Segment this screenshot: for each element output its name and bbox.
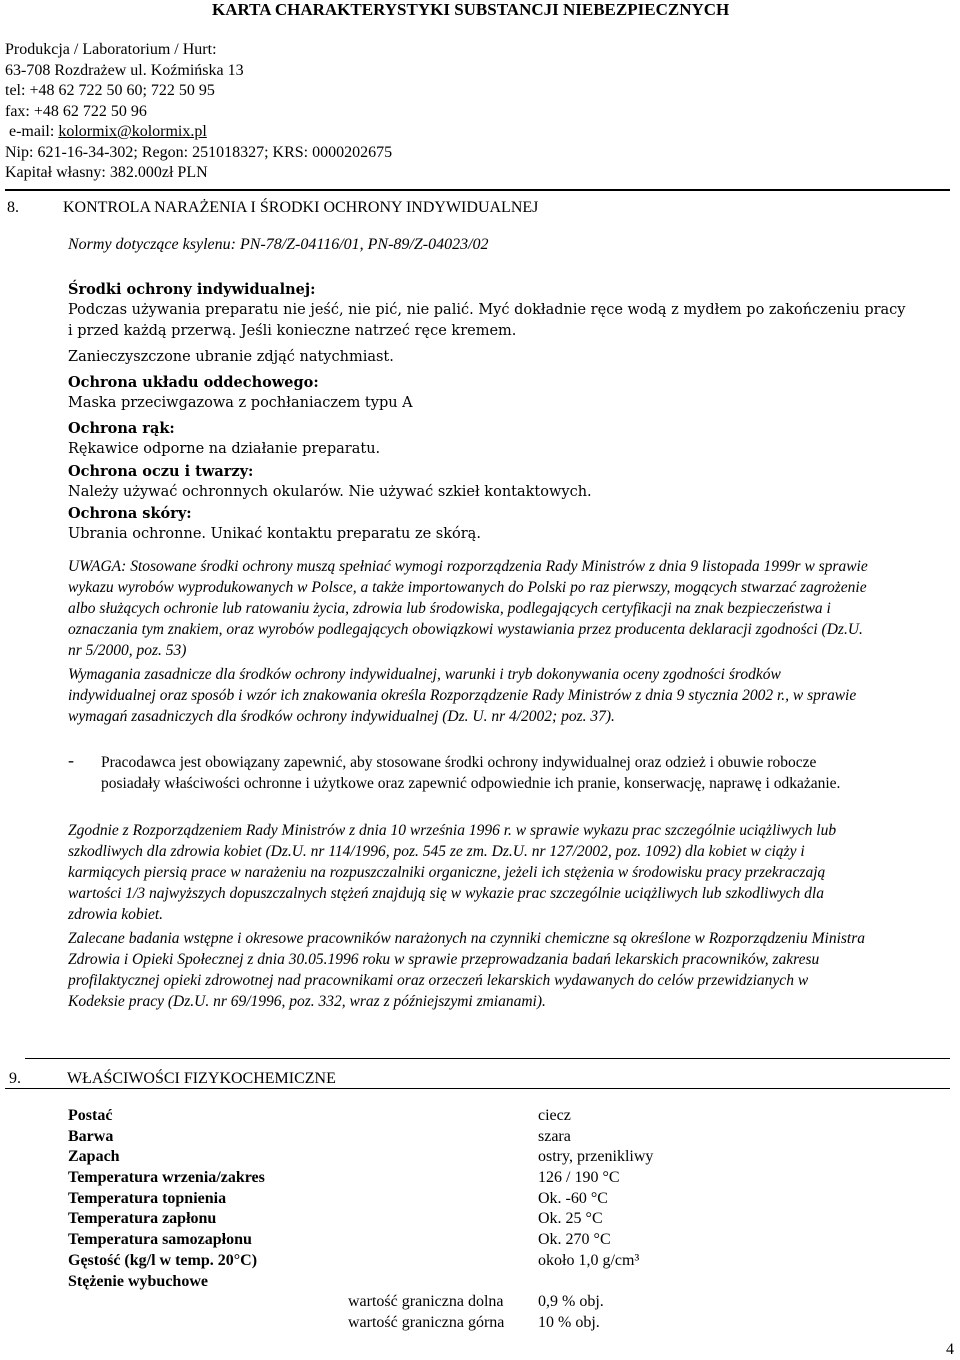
norms-text: Normy dotyczące ksylenu: PN-78/Z-04116/01, PN-89/Z-04023/02 — [68, 236, 489, 253]
company-info — [5, 40, 392, 184]
property-row — [68, 1230, 868, 1251]
section-9-heading — [9, 1069, 336, 1089]
section-number: 9. — [9, 1070, 21, 1087]
skin-heading: Ochrona skóry: — [68, 505, 192, 523]
property-row — [68, 1168, 868, 1189]
property-row — [68, 1189, 868, 1210]
employer-item — [68, 752, 868, 794]
section-title: KONTROLA NARAŻENIA I ŚRODKI OCHRONY INDYWIDUALNEJ — [63, 199, 539, 216]
property-value: około 1,0 g/cm³ — [538, 1251, 640, 1269]
property-row — [68, 1106, 868, 1127]
limit-value: 10 % obj. — [538, 1313, 600, 1331]
property-value: 126 / 190 °C — [538, 1169, 620, 1187]
employer-text: Pracodawca jest obowiązany zapewnić, aby stosowane środki ochrony indywidualnej oraz odzież i obuwie robocze posiadały właściwości ochronne i użytkowe oraz zapewnić odpowiednie ich pranie, konserwację, naprawę i odkażanie. — [101, 754, 841, 792]
property-name: Temperatura topnienia — [68, 1189, 227, 1207]
company-capital: Kapitał własny: 382.000zł PLN — [5, 164, 208, 181]
company-address: 63-708 Rozdrażew ul. Koźmińska 13 — [5, 61, 244, 79]
note-paragraph: UWAGA: Stosowane środki ochrony muszą spełniać wymogi rozporządzenia Rady Ministrów z dnia 9 listopada 1999r w sprawie wykazu wyrobów wyprodukowanych w Polsce, a także importowanych do Polski po raz pierwszy, mogących stwarzać zagrożenie albo służących ochronie lub ratowaniu życia, zdrowia lub środowiska, podlegających certyfikacji na znak bezpieczeństwa i oznaczania tym znakiem, oraz wyrobów podlegających obowiązkowi wystawiania przez producenta deklaracji zgodności (Dz.U. nr 5/2000, poz. 53) — [68, 558, 868, 659]
property-value: szara — [538, 1127, 571, 1145]
email-label: e-mail: — [5, 123, 59, 140]
property-name: Stężenie wybuchowe — [68, 1272, 208, 1290]
ppe-block — [68, 279, 908, 545]
property-row — [68, 1251, 868, 1272]
company-phone: tel: +48 62 722 50 60; 722 50 95 — [5, 82, 215, 99]
limit-value: 0,9 % obj. — [538, 1293, 604, 1311]
ppe-heading: Środki ochrony indywidualnej: — [68, 281, 316, 298]
property-name: Zapach — [68, 1148, 120, 1166]
property-row — [68, 1209, 868, 1230]
property-name: Temperatura wrzenia/zakres — [68, 1169, 265, 1187]
property-value: Ok. 25 °C — [538, 1210, 603, 1228]
hand-heading: Ochrona rąk: — [68, 420, 175, 438]
property-value: ostry, przenikliwy — [538, 1148, 654, 1166]
note-paragraph: Wymagania zasadnicze dla środków ochrony indywidualnej, warunki i tryb dokonywania oceny zgodności środków indywidualnej oraz sposób i wzór ich znakowania określa Rozporządzenie Rady Ministrów z dnia 9 stycznia 2002 r., w sprawie wymagań zasadniczych dla środków ochrony indywidualnej (Dz. U. nr 4/2002; poz. 37). — [68, 666, 857, 725]
note-paragraph: Zalecane badania wstępne i okresowe pracowników narażonych na czynniki chemiczne są określone w Rozporządzeniu Ministra Zdrowia i Opieki Społecznej z dnia 30.05.1996 roku w sprawie przeprowadzania badań lekarskich pracowników, zakresu profilaktycznej opieki zdrowotnej nad pracownikami oraz orzeczeń lekarskich wydawanych do celów przewidzianych w Kodeksie pracy (Dz.U. nr 69/1996, poz. 332, wraz z późniejszymi zmianami). — [68, 930, 865, 1010]
property-name: Barwa — [68, 1127, 114, 1145]
ppe-text: Podczas używania preparatu nie jeść, nie pić, nie palić. Myć dokładnie ręce wodą z mydłem po zakończeniu pracy i przed każdą przerwą. Jeśli konieczne natrzeć ręce kremem. — [68, 302, 906, 340]
ppe-text: Zanieczyszczone ubranie zdjąć natychmiast. — [68, 348, 394, 365]
company-line: Produkcja / Laboratorium / Hurt: — [5, 41, 217, 58]
note-paragraph: Zgodnie z Rozporządzeniem Rady Ministrów z dnia 10 września 1996 r. w sprawie wykazu prac szczególnie uciążliwych lub szkodliwych dla zdrowia kobiet (Dz.U. nr 114/1996, poz. 545 ze zm. Dz.U. nr 127/2002, poz. 1092) dla kobiet w ciąży i karmiących piersią prace w narażeniu na rozpuszczalniki organiczne, jeżeli ich stężenia w środowisku pracy przekraczają wartości 1/3 najwyższych dopuszczalnych stężeń znajdują się w wykazie prac szczególnie uciążliwych lub szkodliwych dla zdrowia kobiet. — [68, 822, 837, 923]
company-ids: Nip: 621-16-34-302; Regon: 251018327; KRS: 0000202675 — [5, 143, 393, 161]
limit-label: wartość graniczna górna — [348, 1313, 505, 1331]
property-row — [68, 1272, 868, 1293]
property-value: Ok. -60 °C — [538, 1189, 608, 1207]
company-email-row — [5, 122, 392, 143]
respiratory-text: Maska przeciwgazowa z pochłaniaczem typu A — [68, 395, 413, 412]
property-name: Temperatura samozapłonu — [68, 1231, 252, 1249]
section-number: 8. — [7, 199, 19, 216]
properties-table — [68, 1106, 868, 1334]
explosive-limit-row — [68, 1313, 868, 1334]
hand-text: Rękawice odporne na działanie preparatu. — [68, 441, 381, 458]
company-fax: fax: +48 62 722 50 96 — [5, 102, 147, 120]
section-title: WŁAŚCIWOŚCI FIZYKOCHEMICZNE — [67, 1070, 336, 1087]
page-number: 4 — [946, 1341, 954, 1358]
explosive-limit-row — [68, 1292, 868, 1313]
property-name: Gęstość (kg/l w temp. 20°C) — [68, 1251, 258, 1269]
respiratory-heading: Ochrona układu oddechowego: — [68, 373, 319, 391]
limit-label: wartość graniczna dolna — [348, 1293, 504, 1311]
eye-heading: Ochrona oczu i twarzy: — [68, 462, 254, 480]
property-row — [68, 1147, 868, 1168]
dash-marker: - — [68, 750, 74, 770]
property-value: Ok. 270 °C — [538, 1231, 611, 1249]
property-name: Temperatura zapłonu — [68, 1210, 217, 1228]
document-title: KARTA CHARAKTERYSTYKI SUBSTANCJI NIEBEZPIECZNYCH — [212, 0, 730, 19]
section-divider — [25, 1058, 950, 1059]
email-link[interactable]: kolormix@kolormix.pl — [58, 123, 207, 140]
section-9-underline — [5, 1088, 950, 1089]
property-row — [68, 1127, 868, 1148]
property-value: ciecz — [538, 1107, 571, 1124]
header-divider — [5, 189, 950, 191]
eye-text: Należy używać ochronnych okularów. Nie używać szkieł kontaktowych. — [68, 483, 592, 500]
property-name: Postać — [68, 1107, 113, 1124]
skin-text: Ubrania ochronne. Unikać kontaktu preparatu ze skórą. — [68, 526, 481, 543]
section-8-heading — [7, 198, 538, 218]
